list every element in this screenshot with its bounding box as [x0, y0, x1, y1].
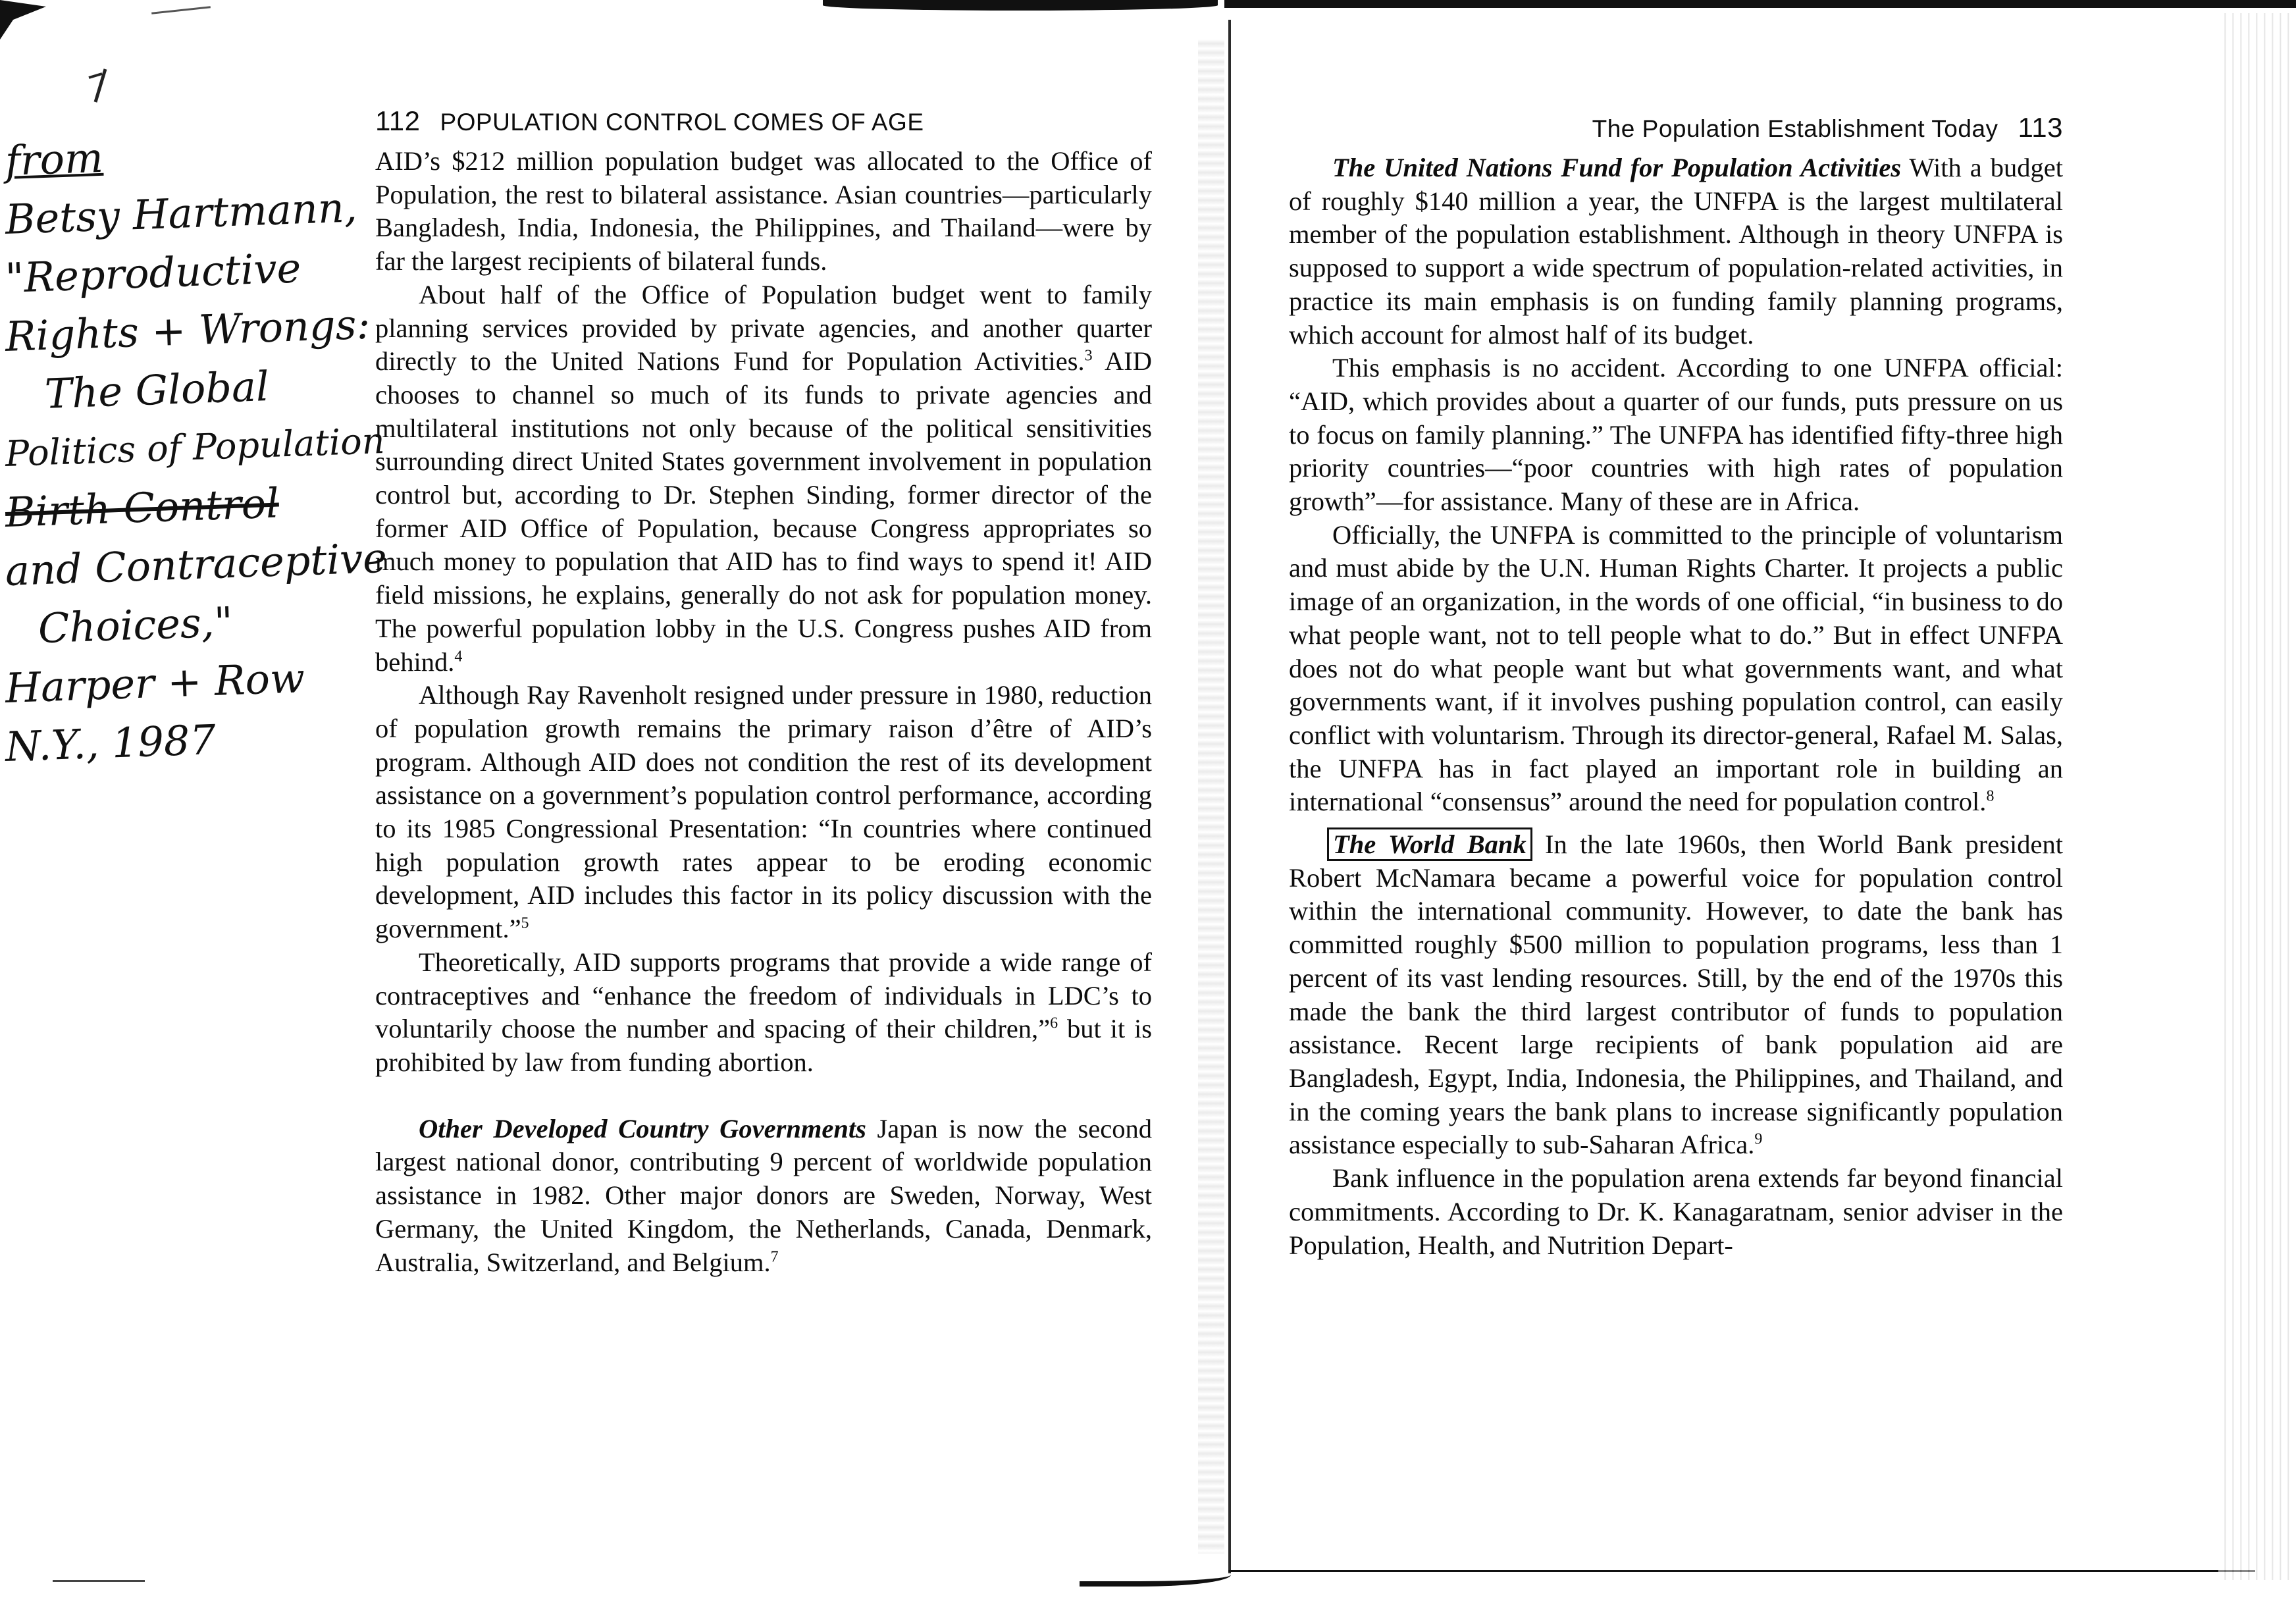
paragraph: About half of the Office of Population budget went to family planning services provided by private agencies, and another quarter directly to the United Nations Fund for Population Activities.$^3$ AID chooses to channel so much of its funds to private agencies and multilateral institutions not only because of the political sensitivities surrounding direct United States government involvement in population control but, according to Dr. Stephen Sinding, former director of the former AID Office of Population, because Congress appropriates so much money to population that AID has to find ways to spend it! AID field missions, he explains, generally do not ask for population money. The powerful population lobby in the U.S. Congress pushes AID from behind.$^4$ — [375, 279, 1152, 677]
paragraph: The United Nations Fund for Population Activities With a budget of roughly $140 million a year, the UNFPA is the largest multilateral member of the population establishment. Although in theory UNFPA is supposed to support a wide spectrum of population-related activities, in practice its main emphasis is on funding family planning programs, which account for almost half of its budget. — [1289, 153, 2063, 350]
left-running-head — [375, 105, 1152, 145]
note-line: and Contraceptive — [4, 533, 388, 595]
note-line: Betsy Hartmann, — [4, 183, 358, 244]
paragraph: Bank influence in the population arena extends far beyond financial commitments. According to Dr. K. Kanagaratnam, senior adviser in the Population, Health, and Nutrition Depart- — [1289, 1163, 2063, 1260]
scan-dash-bottom — [53, 1580, 145, 1582]
page-bottom-edge — [1228, 1570, 2255, 1579]
left-page-body — [375, 145, 1152, 1279]
paragraph: AID’s $212 million population budget was allocated to the Office of Population, the rest to bilateral assistance. Asian countries—particularly Bangladesh, India, Indonesia, the Philippines, and Thailand—were by far the largest recipients of bilateral funds. — [375, 146, 1152, 276]
paragraph: The World Bank In the late 1960s, then World Bank president Robert McNamara became a powerful voice for population control within the international community. However, to date the bank has committed roughly $500 million to population programs, less than 1 percent of its vast lending resources. Still, by the end of the 1970s this made the bank the third largest contributor of funds to population assistance. Recent large recipients of bank population aid are Bangladesh, Egypt, India, Indonesia, the Philippines, and Thailand, and in the coming years the bank plans to increase significantly population assistance especially to sub-Saharan Africa.$^9$ — [1289, 828, 2063, 1162]
paragraph: Officially, the UNFPA is committed to the principle of voluntarism and must abide by the U.N. Human Rights Charter. It projects a public image of an organization, in the words of one official, “in business to do what people want, not to tell people what to do.” But in effect UNFPA does not do what people want but what governments want, and what governments want, if it involves pushing population control, can easily conflict with voluntarism. Through its director-general, Rafael M. Salas, the UNFPA has in fact played an important role in building an international “consensus” around the need for population control.$^8$ — [1289, 519, 2063, 817]
note-line: The Global — [43, 362, 270, 418]
note-line: from — [4, 133, 104, 185]
note-line: Birth Control — [4, 479, 280, 537]
footnote-ref: 7 — [770, 1248, 779, 1265]
running-head-title: POPULATION CONTROL COMES OF AGE — [440, 109, 924, 136]
gutter-line — [1228, 20, 1231, 1573]
section-lead: The United Nations Fund for Population Activities — [1332, 153, 1902, 182]
page-number: 113 — [2018, 112, 2063, 143]
gutter-shadow — [1198, 39, 1224, 1554]
left-page — [375, 105, 1152, 1279]
scan-dash-top — [151, 6, 211, 14]
note-line: Rights + Wrongs: — [4, 300, 371, 361]
note-line: Politics of Population — [4, 419, 386, 475]
right-running-head — [1289, 112, 2063, 151]
page-stack-edge — [2218, 13, 2291, 1580]
section-lead-boxed: The World Bank — [1327, 827, 1532, 861]
footnote-ref: 3 — [1084, 347, 1093, 365]
note-line: N.Y., 1987 — [4, 715, 217, 771]
footnote-ref: 5 — [521, 914, 529, 932]
running-head-title: The Population Establishment Today — [1592, 115, 1998, 142]
paragraph: Although Ray Ravenholt resigned under pressure in 1980, reduction of population growth remains the primary raison d’être of AID’s program. Although AID does not condition the rest of its development assistance on a government’s population control performance, according to its 1985 Congressional Presentation: “In countries where continued high population growth rates appear to be eroding economic development, AID includes this factor in its policy discussion with the government.”$^5$ — [375, 680, 1152, 944]
footnote-ref: 8 — [1986, 787, 1995, 805]
page-number: 112 — [375, 105, 421, 136]
footnote-ref: 4 — [454, 648, 463, 666]
paragraph: This emphasis is no accident. According to one UNFPA official: “AID, which provides about a quarter of our funds, puts pressure on us to focus on family planning.” The UNFPA has identified fifty-three high priority countries—“poor countries with high rates of population growth”—for assistance. Many of these are in Africa. — [1289, 353, 2063, 517]
note-line: "Reproductive — [4, 244, 302, 302]
handwritten-citation-note — [4, 132, 388, 776]
right-page — [1289, 112, 2063, 1262]
paragraph: Other Developed Country Governments Japan is now the second largest national donor, contributing 9 percent of worldwide population assistance in 1982. Other major donors are Sweden, Norway, West Germany, the United Kingdom, the Netherlands, Canada, Denmark, Australia, Switzerland, and Belgium.$^7$ — [375, 1113, 1152, 1277]
page-curl-bottom — [1080, 1567, 1231, 1587]
paragraph: Theoretically, AID supports programs that provide a wide range of contraceptives and “enhance the freedom of individuals in LDC’s to voluntarily choose the number and spacing of their children,”$^6$ but it is prohibited by law from funding abortion. — [375, 947, 1152, 1077]
note-line: Choices," — [37, 597, 234, 653]
corner-scan-mark — [0, 0, 46, 46]
footnote-ref: 6 — [1050, 1014, 1058, 1032]
handwritten-slash-mark — [79, 66, 118, 105]
section-lead: Other Developed Country Governments — [419, 1113, 866, 1143]
right-page-body — [1289, 151, 2063, 1262]
note-line: Harper + Row — [4, 654, 306, 712]
footnote-ref: 9 — [1754, 1130, 1763, 1148]
binding-shadow-top — [823, 0, 1218, 11]
page-top-edge — [1224, 0, 2296, 8]
